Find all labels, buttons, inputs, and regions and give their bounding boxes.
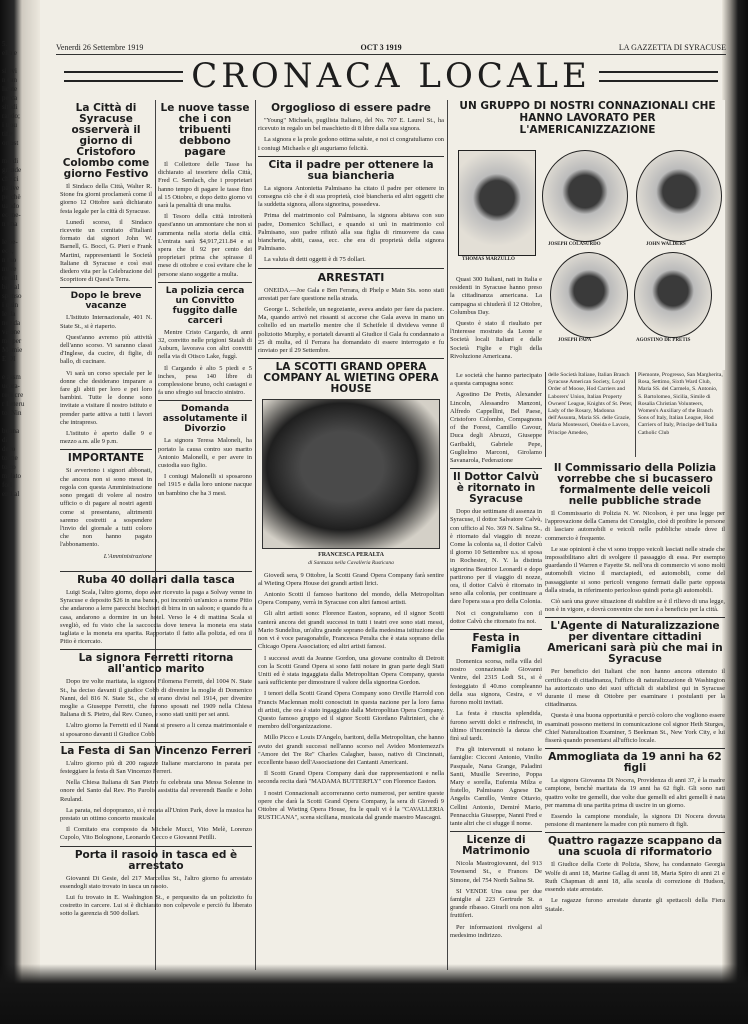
article-text: Mentre Cristo Cargardo, di anni 32, convitto nelle prigioni Statali di Auburn, lavorava con altri convitti nella via di Otisco Lake, fuggì. bbox=[158, 328, 252, 361]
column-rule bbox=[60, 846, 252, 847]
article-text: Lui fu trovato in E. Washington St., e perquesito da un poliziotto fu costretto in carcere. Lui si è dichiarato non colpevole e perciò fu liberato sotto la garenzia di 500 dollari. bbox=[60, 894, 252, 918]
article-text: I nostri Connazionali accorreranno certo numerosi, per sentire queste opere che darà la Scotti Grand Opera Company, la sera di Giovedì 9 Ottobre al Wieting Opera House, fra le quali vi è la "CAVALLERIA RUSTICANA", scena siciliana, musicata dal grande maestro Mascagni. bbox=[258, 789, 444, 822]
column-rule bbox=[158, 282, 252, 283]
column-rule bbox=[60, 571, 252, 572]
article-text: SI VENDE Una casa per due famiglie al 223 Gertrude St. a grande ribasso. Girarli ora non altri fruttiferi. bbox=[450, 887, 542, 920]
article-headline: Orgoglioso di essere padre bbox=[271, 102, 431, 114]
article-text: La signora Antonietta Palmisano ha citato il padre per ottenere in consegna ciò che è di sua proprietà, cioè biancheria ed altri oggetti che la suddetta signora, allora signorina, possedeva. bbox=[258, 184, 444, 209]
column-rule bbox=[60, 287, 152, 288]
column-rule bbox=[450, 468, 542, 469]
article-headline: UN GRUPPO DI NOSTRI CONNAZIONALI CHE HANNO LAVORATO PER L'AMERICANIZZAZIONE bbox=[459, 100, 716, 136]
column-rule bbox=[258, 156, 444, 157]
portrait-photo bbox=[542, 150, 628, 242]
article-text: Prima del matrimonio col Palmisano, la signora abitava con suo padre, Domenico Schillaci, e quando si unì in matrimonio col Palmisano, suo padre rifiutò alla sua figlia di rimuovere da casa biancheria, abiti, cassa, ecc. che era di proprietà della signora Palmisano. bbox=[258, 212, 444, 253]
column-rule bbox=[258, 268, 444, 269]
column-rule bbox=[60, 649, 252, 650]
article-headline: Quattro ragazze scappano da una scuola di riformatorio bbox=[547, 835, 723, 859]
masthead bbox=[56, 56, 726, 96]
portrait-photo bbox=[458, 150, 536, 256]
column-rule bbox=[545, 748, 725, 749]
article-text: Luigi Scala, l'altro giorno, dopo aver ricevuto la paga a Solvay venne in Syracuse e deposito $26 in una banca, poi incontrò un'amico a nome Pitio che andarono a lerre parecchi bicchieri di birra in un saloon; e quando fu a casa, andarono a dormire in un hotel. Verso le 4 di mattina Scala si svegliò, ed fu visto che la saccoccia dove teneva la moneta era stata tagliata e la moneta era sparita. Rapportato il fatto alla polizia, ed ora il Pitio è ricercato. bbox=[60, 589, 252, 646]
article-text: L'Istituto Internazionale, 401 N. State St., si è riaperto. bbox=[60, 314, 152, 330]
article-text: Il Tesoro della città introiterà quest'anno un ammontare che non si rammenta nella storia della città. L'entrata sarà $4,917,211.84 e si spera che il 92 per cento dei proprietari prima che spirasse il mese di ottobre e così evitare che le persone siano soggette a multa. bbox=[158, 213, 252, 278]
article-text: La signora e la prole godono ottima salute, e noi ci congratuliamo con i coniugi Michaels e gli auguriamo felicità. bbox=[258, 136, 444, 152]
photo-caption: FRANCESCA PERALTA bbox=[318, 552, 384, 559]
article-headline: LA SCOTTI GRAND OPERA COMPANY AL WIETING OPERA HOUSE bbox=[263, 361, 439, 396]
article-headline: La Festa di San Vincenzo Ferreri bbox=[60, 744, 252, 757]
article-headline: La Città di Syracuse osserverà il giorno di Cristoforo Colombo come giorno Festivo bbox=[62, 102, 150, 180]
article-text: L'altro giorno la Ferretti ed il Nanni si presero a li cenza matrimoniale e si sposarono davanti il Giudice Cobb. bbox=[60, 722, 252, 738]
scan-bottom-edge bbox=[0, 964, 748, 1024]
article-text: Essendo la campione mondiale, la signora Di Nocera dovuta pensione di mantenere la madre con più numero di figli. bbox=[545, 813, 725, 829]
naturalization-feature bbox=[450, 100, 725, 370]
header-date: Venerdi 26 Settembre 1919 bbox=[56, 42, 144, 52]
signature: L'Amministrazione bbox=[103, 552, 152, 560]
article-headline: Dopo le breve vacanze bbox=[70, 291, 142, 312]
article-headline: Il Commissario della Polizia vorrebbe che si bucassero formalmente delle veicoli nelle pubbliche strade bbox=[553, 462, 717, 507]
article-headline: Cita il padre per ottenere la sua biancheria bbox=[268, 158, 434, 182]
article-text: Millo Picco e Louis D'Angelo, baritoni, della Metropolitan, che hanno avuto dei grandi successi nell'anno scorso nel Avideo Montemezzi's "Amore dei Tre Re" Charles Calagher, basso, nativo di Cincinnati, eccellente basso dell'Associazione dei Cantanti Americani. bbox=[258, 734, 444, 766]
column-rule bbox=[450, 629, 542, 630]
article-headline: La signora Ferretti ritorna all'antico marito bbox=[78, 652, 234, 676]
article-text: I coniugi Malonelli si sposarono nel 1915 e dalla loro unione nacque un bambino che ha 3 mesi. bbox=[158, 473, 252, 497]
article-headline: Ruba 40 dollari dalla tasca bbox=[77, 574, 235, 586]
article-text: Quasi 300 Italiani, nati in Italia e residenti in Syracuse hanno preso la cittadinanza americana. La campagna si chiuderà il 12 Ottobre, Columbus Day. bbox=[450, 276, 542, 316]
article-text: La parata, nel dopopranzo, si è recata all'Union Park, dove la musica ha prestato un ottimo concerto musicale. bbox=[60, 806, 252, 823]
article-headline: La polizia cerca un Convitto fuggito dalle carceri bbox=[165, 285, 245, 326]
column-rule bbox=[258, 358, 444, 359]
article-headline: IMPORTANTE bbox=[67, 452, 145, 465]
article-text: La signora Teresa Maloneli, ha portato la causa contro suo marito Antonio Malonelli, e per avere in custodia suo figlio. bbox=[158, 437, 252, 470]
masthead-rule-right bbox=[599, 71, 718, 82]
adjacent-page-fragment: 5. ella e si evi n can licate perca situdi rando; i trou tifir orrost mo di grande che ci pative perchè uando econe- n una le be- eco, n mo nuire recall bile al sponso i quin le da nee da visone me per Momie E DI e assm ucora- redi cre r Leteru to. Nin buona di deco to me to co malato fori enti al bbox=[2, 40, 25, 498]
portrait-photo bbox=[636, 150, 722, 242]
article-text: Si avvertono i signori abbonati, che ancora non si sono messi in regola con questa Amministrazione sono pregati di volere al nostro ufficio o di pagare al nostri agenti come si presentano, altrimenti saremo costretti a sospendere l'invio del giornale a tutti coloro che non hanno pagato l'abbonamento. bbox=[60, 467, 152, 549]
article-text: Il Scotti Grand Opera Company darà due rappresentazioni e nella seconda recita darà "MADAMA BUTTERFLY" con Florence Easton. bbox=[258, 770, 444, 786]
header-paper: LA GAZZETTA DI SYRACUSE bbox=[618, 42, 726, 52]
article-text: Fra gli intervenuti si notano le famiglie: Cicconi Antonio, Vinilio Pasquale, Nana Grange, Paladini Santi, Musille Severino, Poppa Mary e sorella, Eufemia Milza e fratello, Palmisano Agnese De Angelis Camillo, Ventre Ottavio, Cellini Antonio, Demiré Mario, Pennacchia Giuseppe, Nanni Fred e tante altri che ci sfugge il nome. bbox=[450, 746, 542, 827]
article-text: Vi sarà un corso speciale per le donne che desiderano imparare a fare gli abiti per loro e pei loro bambini. Tutte le donne sono invitate a visitare il nostro istituto e prender parte attiva a tutti i lavori che intrapreso. bbox=[60, 369, 152, 426]
column-5 bbox=[545, 460, 725, 970]
article-headline: L'Agente di Naturalizzazione per diventare cittadini Americani sarà più che mai in Syracuse bbox=[547, 620, 723, 666]
article-text: Questo è stato il risultato per l'interesse mostrato da Leone e Società locali Italiani e dalle Società Figlie e Figli della Rivoluzione Americana. bbox=[450, 320, 542, 360]
article-text: Nella Chiesa Italiana di San Pietro fu celebrata una Messa Solenne in onore del Santo dal Rev. Pio Parolis assistita dal reverendi Basile e John Reuland. bbox=[60, 779, 252, 803]
article-text: Lunedì scorso, il Sindaco ricevette un comitato d'Italiani formato dai signori John W. Barnell, G. Bocci, G. Pieri e Frank Martini, rappresentanti le Società Italiane di Syracuse e così essi diedero vita per la Celebrazione del Scopritore di Quest'a Terra. bbox=[60, 218, 152, 284]
article-headline: Festa in Famiglia bbox=[471, 632, 521, 656]
article-text: ONEIDA.—Joe Gala e Ben Ferrara, di Phelp e Main Sts. sono stati arrestati per fare questione nella strada. bbox=[258, 286, 444, 302]
article-text: Il Cargando è alto 5 piedi e 5 inches, pesa 140 libre di complessione bruno, ochi castagni e fa uno sfregio sul braccio sinistro. bbox=[158, 364, 252, 397]
portrait-label: JOSEPH COLASURDO bbox=[548, 242, 601, 247]
header-stamp: OCT 3 1919 bbox=[360, 42, 402, 52]
article-text: I successi avuti da Jeanne Gordon, una giovane contralto di Detroit con la Scotti Grand Opera si sono fatti notare in gran parte degli Stati Uniti ed è stata ingaggiata dalla Metropolitan Opera Company, questa sarà sufficiente per dimostrare il valore della signorina Gordon. bbox=[258, 654, 444, 687]
article-text: La valuta di detti oggetti è di 75 dollari. bbox=[264, 256, 366, 264]
column-rule bbox=[158, 400, 252, 401]
portrait-photo bbox=[550, 252, 628, 338]
column-4 bbox=[450, 372, 542, 972]
article-headline: Ammogliata da 19 anni ha 62 figli bbox=[548, 751, 722, 775]
article-text: Le sue opinioni è che vi sono troppo veicoli lasciati nelle strade che impossibilitano altri di svolgere il passaggio di essa. Per esempio guardando il Warren e Fayette St. nell'ora di commercio vi sono molti automobili vicino il marciapiedi, ed automobili, come del passaggiante si sono pericoli vengono fermati dalle parte opposta dalla strada, in riferimento pericoloso quindi porta gli automobili. bbox=[545, 545, 725, 594]
article-text: "Young" Michaels, pugilista Italiano, del No. 707 E. Laurel St., ha ricevuto in regalo un bel maschietto di 8 libre dalla sua signora. bbox=[258, 117, 444, 133]
masthead-title: CRONACA LOCALE bbox=[191, 56, 591, 96]
article-text: Il Sindaco della Città, Walter R. Stone fra giorni proclamerà come il giorno 12 Ottobre sarà dichiarato festa legale per la città di Syracuse. bbox=[60, 183, 152, 215]
photo-subcaption: di Santuzza nella Cavalleria Rusticana bbox=[308, 560, 394, 567]
article-text: Per beneficio dei Italiani che non hanno ancora ottenuto il certificato di cittadinanza, l'ufficio di naturalizzazione di Washington ha autorizzato uno dei suoi ufficiali di stabilirsi qui in Syracuse durante il mese di Ottobre per esaminare i postulanti per la cittadinanza. bbox=[545, 668, 725, 709]
scan-right-edge bbox=[722, 0, 748, 1024]
article-text: Noi ci congratuliamo con il dottor Calvù che ritornato fra noi. bbox=[450, 609, 542, 625]
article-text: Il Commissario di Polizia N. W. Nicolson, è per una legge per l'approvazione della Camera dei Consiglio, cioè di proibire le persone di lasciare automobili e veicoli nelle pubbliche strade dove il commercio è frequente. bbox=[545, 510, 725, 542]
column-rule bbox=[60, 449, 152, 450]
article-text: Domenica scorsa, nella villa del nostro connazionale Giovanni Ventre, del 2315 Lodi St., si è festeggiato il 40.mo compleanno della sua signora, Cesira, e vi furono molti invitati. bbox=[450, 658, 542, 707]
singer-photo bbox=[262, 399, 440, 549]
article-text: Il Comitato era composto da Michele Mucci, Vito Melè, Lorenzo Cupolo, Vito Bolognone, Leonardo Cecco e Giovanni Petilli. bbox=[60, 826, 252, 842]
article-headline: ARRESTATI bbox=[317, 270, 385, 284]
portrait-label: JOSEPH PAPA bbox=[558, 338, 592, 343]
portrait-label: THOMAS MARZULLO bbox=[462, 257, 515, 262]
article-text: Agostino De Pretis, Alexander Lincoln, Alessandro Manzoni, Alfredo Cappellini, Bel Paese, Cristoforo Colombo, Compagnons of the Forest, Camillo Cavour, Duca degli Abruzzi, Giuseppe Garibaldi, Gabriele Pepe, Guglielmo Marconi, Girolamo Savanarola, Federazione bbox=[450, 391, 542, 465]
article-headline: Il Dottor Calvù è ritornato in Syracuse bbox=[453, 471, 539, 506]
article-text: Per informazioni rivolgersi al medesimo indirizzo. bbox=[450, 923, 542, 939]
article-headline: Domanda assolutamente il Divorzio bbox=[162, 404, 248, 435]
column-rule bbox=[60, 742, 252, 743]
article-text: Quest'anno avremo più attività dell'anno scorso. Vi saranno classi d'Inglese, da cucire, di figlie, di ballo, di cucinare. bbox=[60, 333, 152, 366]
article-text: George L. Scheifele, un negoziante, aveva andato per fare da paciere. Ma, quando arrivò nei rissanti si accorse che Gala aveva in mano un coltello ed un martello mentre che il Scheifele il divideva venne il poliziotto Murphy, e portateli davanti al Giudice il Gala fu condannato a 25 di multa, ed il Ferrara ha domandato di essere interrogato e fu rinviato per il 29 Settembre. bbox=[258, 306, 444, 355]
portrait-label: AGOSTINO DE PRETIS bbox=[636, 338, 691, 343]
society-list bbox=[545, 372, 725, 457]
article-text: La signora Giovanna Di Nocera, Providenza di anni 37, è la madre campione, benchè maritata da 19 anni ha 62 figli. Gli sono nati quattro volte tre gemelli, due volte due gemelli ed altri gemelli è nata per mamma di una partita prima di uscire in un giorno. bbox=[545, 777, 725, 809]
page-header bbox=[56, 40, 726, 55]
article-text: Dopo tre volte maritata, la signora Filomena Ferretti, del 1004 N. State St., ha deciso davanti il giudice Cobb di divenire la moglie di Domenico Nanni, del 816 N. State St., che si erano divisi nel 1914, per divenire moglie a Giuseppe Ferretti, che furono sposati nel 1909 nella Chiesa Italiana di S. Pietro, dal Rev. Cuneo, e sono stati uniti per sei anni. bbox=[60, 678, 252, 719]
article-headline: Porta il rasoio in tasca ed è arrestato bbox=[74, 848, 238, 872]
column-rule bbox=[545, 617, 725, 618]
article-text: L'istituto è aperto dalle 9 e mezzo a.m. alle 9 p.m. bbox=[60, 430, 152, 446]
article-text: Questa è una buona opportunità e perciò coloro che vogliono essere esaminati possono mettersi in comunicazione col signor Heth Sturges, Chief Naturalization Examiner, 5 Beekman St., New York City, e lui fisserà quando presentarsi all'ufficio locale. bbox=[545, 712, 725, 745]
article-text: Dopo due settimane di assenza in Syracuse, il dottor Salvatore Calvù, con ufficio al No. 369 N. Salina St., è ritornato dal viaggio di nozze. Come la colonia sa, il dottor Calvù il giorno 10 Settembre u.s. si sposa in Rochester, N. Y. la distinta signorina Beatrice Leonardi e dopo partirono per il viaggio di nozze, ora, il dottor Calvù è ritornato in seno alla colonia, per continuare a dare l'opera sua a pro della Colonia. bbox=[450, 508, 542, 606]
portrait-label: JOHN WALDERS bbox=[646, 242, 686, 247]
society-column: Piemonte, Progresso, San Margherita, Rosa, Settimo, Sixth Ward Club, Maria SS. del Carmelo, S. Antonio, S. Bartolomeo, Sicilia, Simile di Rosalia Christian Volunteers, Women's Auxiliary of the Branch Sons of Italy, Italian League, Hod Carriers of Italy, Principe dell'Italia Catholic Club bbox=[635, 372, 725, 457]
article-text: La festa è riuscita splendida, furono serviti dolci e rinfreschi, in ultimo il'incominciò la danza che finì sul tardi. bbox=[450, 710, 542, 742]
article-text: L'altro giorno più di 200 ragazze Italiane marciarono in parata per festeggiare la festa di San Vincenzo Ferreri. bbox=[60, 759, 252, 776]
column-3 bbox=[258, 100, 448, 970]
column-rule bbox=[450, 831, 542, 832]
article-text: Ciò sarà una grave situazione di stabilire se è il rilievo di una legge, non è in vigore, e dovrà convenire che non è a beneficio per la città. bbox=[545, 598, 725, 614]
article-headline: Le nuove tasse che i con tribuenti debbono pagare bbox=[160, 102, 250, 158]
article-text: I tenori della Scotti Grand Opera Company sono Orville Harrold con Francis Maclennan molti conosciuti in questa nazione per la loro fama di artisti, che ora è stato ingaggiato dalla Metropolitan Opera Company. Questo famoso gruppo ed il signor Scotti Giordano Paltrinieri, che è membro dell'organizzazione. bbox=[258, 690, 444, 731]
society-column: delle Società Italiane, Italian Branch Syracuse American Society, Loyal Order of Moose, Hod Carriers and Laborers' Union, Italian Property Owners' League, Knights of St. Peter, Lady of the Rosary, Madonna dell'Assunta, Maria SS. delle Grazie, Maria Montessori, Oneida e Lavoro, Principe Amedeo, bbox=[545, 372, 635, 457]
article-text: Le ragazze furono arrestate durante gli spettacoli della Fiera Statale. bbox=[545, 897, 725, 913]
feature-text bbox=[450, 276, 542, 364]
article-headline: Licenze di Matrimonio bbox=[462, 834, 530, 858]
article-text: Le società che hanno partecipato a questa campagna sono: bbox=[450, 372, 542, 388]
masthead-rule-left bbox=[64, 71, 183, 82]
portrait-photo bbox=[634, 252, 712, 338]
column-rule bbox=[545, 832, 725, 833]
article-text: Il Collettore delle Tasse ha dichiarato al tesoriere della Città, Fred C. Semlach, che i proprietari hanno tempo di pagare le tasse fino al 15 Ottobre, e dopo detto giorno vi sarà la penalità di una multa. bbox=[158, 161, 252, 210]
article-text: Gli altri artisti sono: Florence Easton, soprano, ed il signor Scotti canterà ancora dei grandi successi in tutti i teatri ove sono stati messi, Mario Sundelius, un'altra grande soprano della medesima istituzione che non vi è voce paragonabile, Francesca Peralta che è stata soprano della Chicago Opera Association; ed altri artisti famosi. bbox=[258, 610, 444, 651]
article-text: Antonio Scotti il famoso baritono del mondo, della Metropolitan Opera Company, verrà in Syracuse con altri famosi artisti. bbox=[258, 591, 444, 607]
article-text: Giovedì sera, 9 Ottobre, la Scotti Grand Opera Company farà sentire al Wieting Opera House dei grandi artisti lirici. bbox=[258, 571, 444, 587]
article-text: Giovanni Di Gesie, del 217 Marcellus St., l'altro giorno fu arrestato essendogli stato trovato in tasca un rasoio. bbox=[60, 874, 252, 890]
article-text: Il Giudice della Corte di Polizia, Show, ha condannato Georgia Wolfe di anni 18, Marine Gallag di anni 18, Maria Spiro di anni 21 e Ruth Chapman di anni 18, alla scuola di correzione di Hudson, essendo state arrestate. bbox=[545, 861, 725, 894]
wide-section bbox=[60, 568, 252, 968]
article-text: Nicola Mastrogiovanni, del 913 Townsend St., e Frances De Simone, del 754 North Salina St. bbox=[450, 860, 542, 884]
